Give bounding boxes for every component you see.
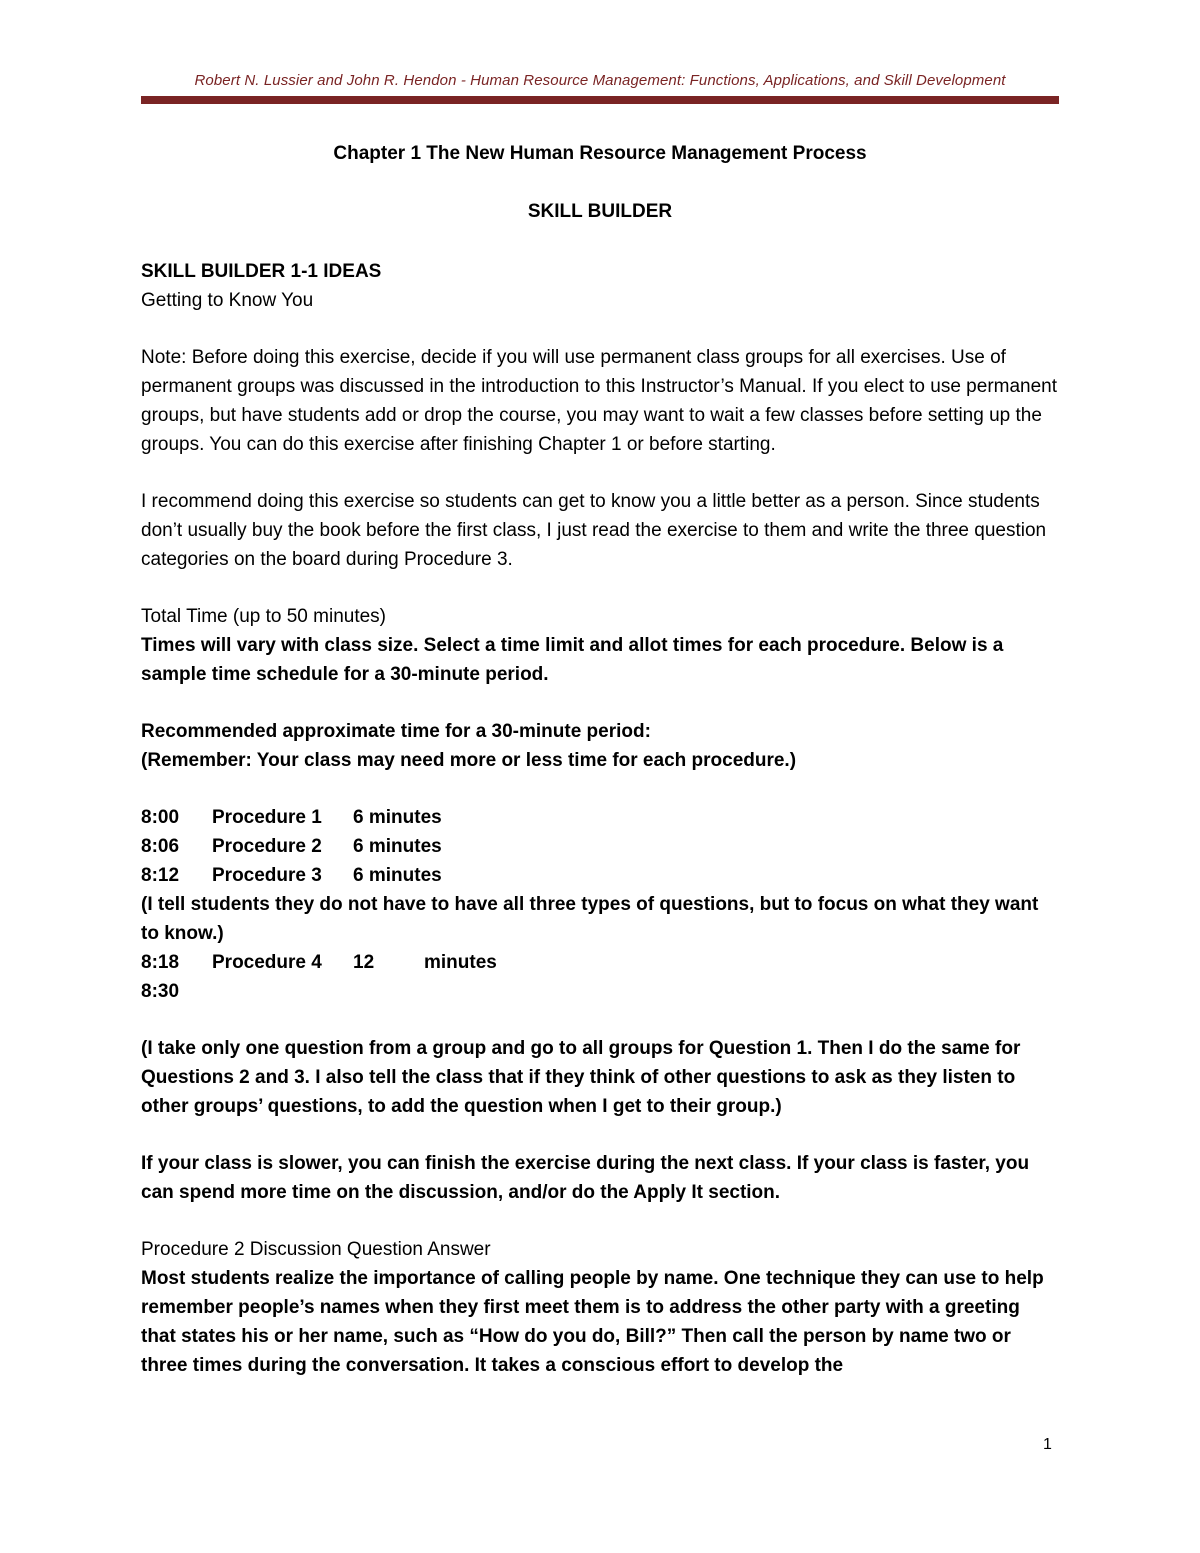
schedule-row — [141, 803, 1059, 832]
procedure2-label: Procedure 2 Discussion Question Answer — [141, 1239, 491, 1260]
slower-paragraph: If your class is slower, you can finish the exercise during the next class. If your class is faster, you can spend more time on the discussion, and/or do the Apply It section. — [141, 1153, 1030, 1203]
schedule-row — [141, 948, 1059, 977]
schedule-minutes-unit: minutes — [368, 865, 442, 886]
schedule-procedure: Procedure 3 — [212, 865, 322, 886]
schedule-procedure: Procedure 4 — [212, 952, 322, 973]
total-time-text: Times will vary with class size. Select a time limit and allot times for each procedure. Below is a sample time schedule for a 30-minute period. — [141, 635, 1004, 685]
recommend-paragraph: I recommend doing this exercise so students can get to know you a little better as a person. Since students don’t usually buy the book before the first class, I just read the exercise to them and write the three question categories on the board during Procedure 3. — [141, 491, 1047, 570]
schedule-time: 8:00 — [141, 807, 180, 828]
schedule-minutes — [353, 803, 442, 832]
exercise-heading-block — [141, 257, 1059, 315]
schedule-row — [141, 977, 1059, 1006]
procedure2-answer: Most students realize the importance of calling people by name. One technique they can use to help remember people’s names when they first meet them is to address the other party with a greeting that states his or her name, such as “How do you do, Bill?” Then call the person by name two or three times during the conversation. It takes a conscious effort to develop the — [141, 1268, 1044, 1376]
exercise-heading: SKILL BUILDER 1-1 IDEAS — [141, 261, 382, 282]
take-one-paragraph: (I take only one question from a group and go to all groups for Question 1. Then I do the same for Questions 2 and 3. I also tell the class that if they think of other questions to ask as they listen to other groups’ questions, to add the question when I get to their group.) — [141, 1038, 1021, 1117]
section-title: SKILL BUILDER — [527, 201, 673, 222]
schedule-minutes — [353, 832, 442, 861]
remember-note: (Remember: Your class may need more or less time for each procedure.) — [141, 750, 797, 771]
page-number: 1 — [1043, 1436, 1052, 1453]
running-header: Robert N. Lussier and John R. Hendon - Human Resource Management: Functions, Applications, and Skill Development — [194, 72, 1006, 89]
schedule-minutes-value: 6 — [353, 807, 364, 828]
time-schedule — [141, 803, 1059, 890]
schedule-minutes-value: 6 — [353, 865, 364, 886]
schedule-minutes — [353, 861, 442, 890]
schedule-minutes-value: 12 — [353, 952, 375, 973]
schedule-minutes — [353, 948, 497, 977]
schedule-time: 8:12 — [141, 865, 180, 886]
tell-students-note: (I tell students they do not have to have all three types of questions, but to focus on what they want to know.) — [141, 894, 1039, 944]
schedule-minutes-unit: minutes — [368, 836, 442, 857]
schedule-procedure: Procedure 2 — [212, 836, 322, 857]
schedule-time: 8:18 — [141, 952, 180, 973]
document-body — [141, 257, 1059, 1408]
schedule-time: 8:06 — [141, 836, 180, 857]
schedule-minutes-unit: minutes — [368, 807, 442, 828]
schedule-minutes-value: 6 — [353, 836, 364, 857]
time-schedule-continued — [141, 948, 1059, 1006]
schedule-minutes-unit: minutes — [424, 952, 497, 973]
chapter-title: Chapter 1 The New Human Resource Management Process — [333, 143, 867, 164]
header-rule — [141, 96, 1059, 104]
note-paragraph: Note: Before doing this exercise, decide if you will use permanent class groups for all exercises. Use of permanent groups was discussed in the introduction to this Instructor’s Manual. If you elect to use permanent groups, but have students add or drop the course, you may want to wait a few classes before setting up the groups. You can do this exercise after finishing Chapter 1 or before starting. — [141, 347, 1058, 455]
exercise-subtitle: Getting to Know You — [141, 290, 314, 311]
total-time-label: Total Time (up to 50 minutes) — [141, 606, 386, 627]
schedule-time: 8:30 — [141, 981, 180, 1002]
total-time-block — [141, 602, 1059, 689]
schedule-row — [141, 832, 1059, 861]
recommended-label: Recommended approximate time for a 30-minute period: — [141, 721, 651, 742]
recommended-block — [141, 717, 1059, 775]
schedule-procedure: Procedure 1 — [212, 807, 322, 828]
procedure2-block — [141, 1235, 1059, 1380]
schedule-row — [141, 861, 1059, 890]
